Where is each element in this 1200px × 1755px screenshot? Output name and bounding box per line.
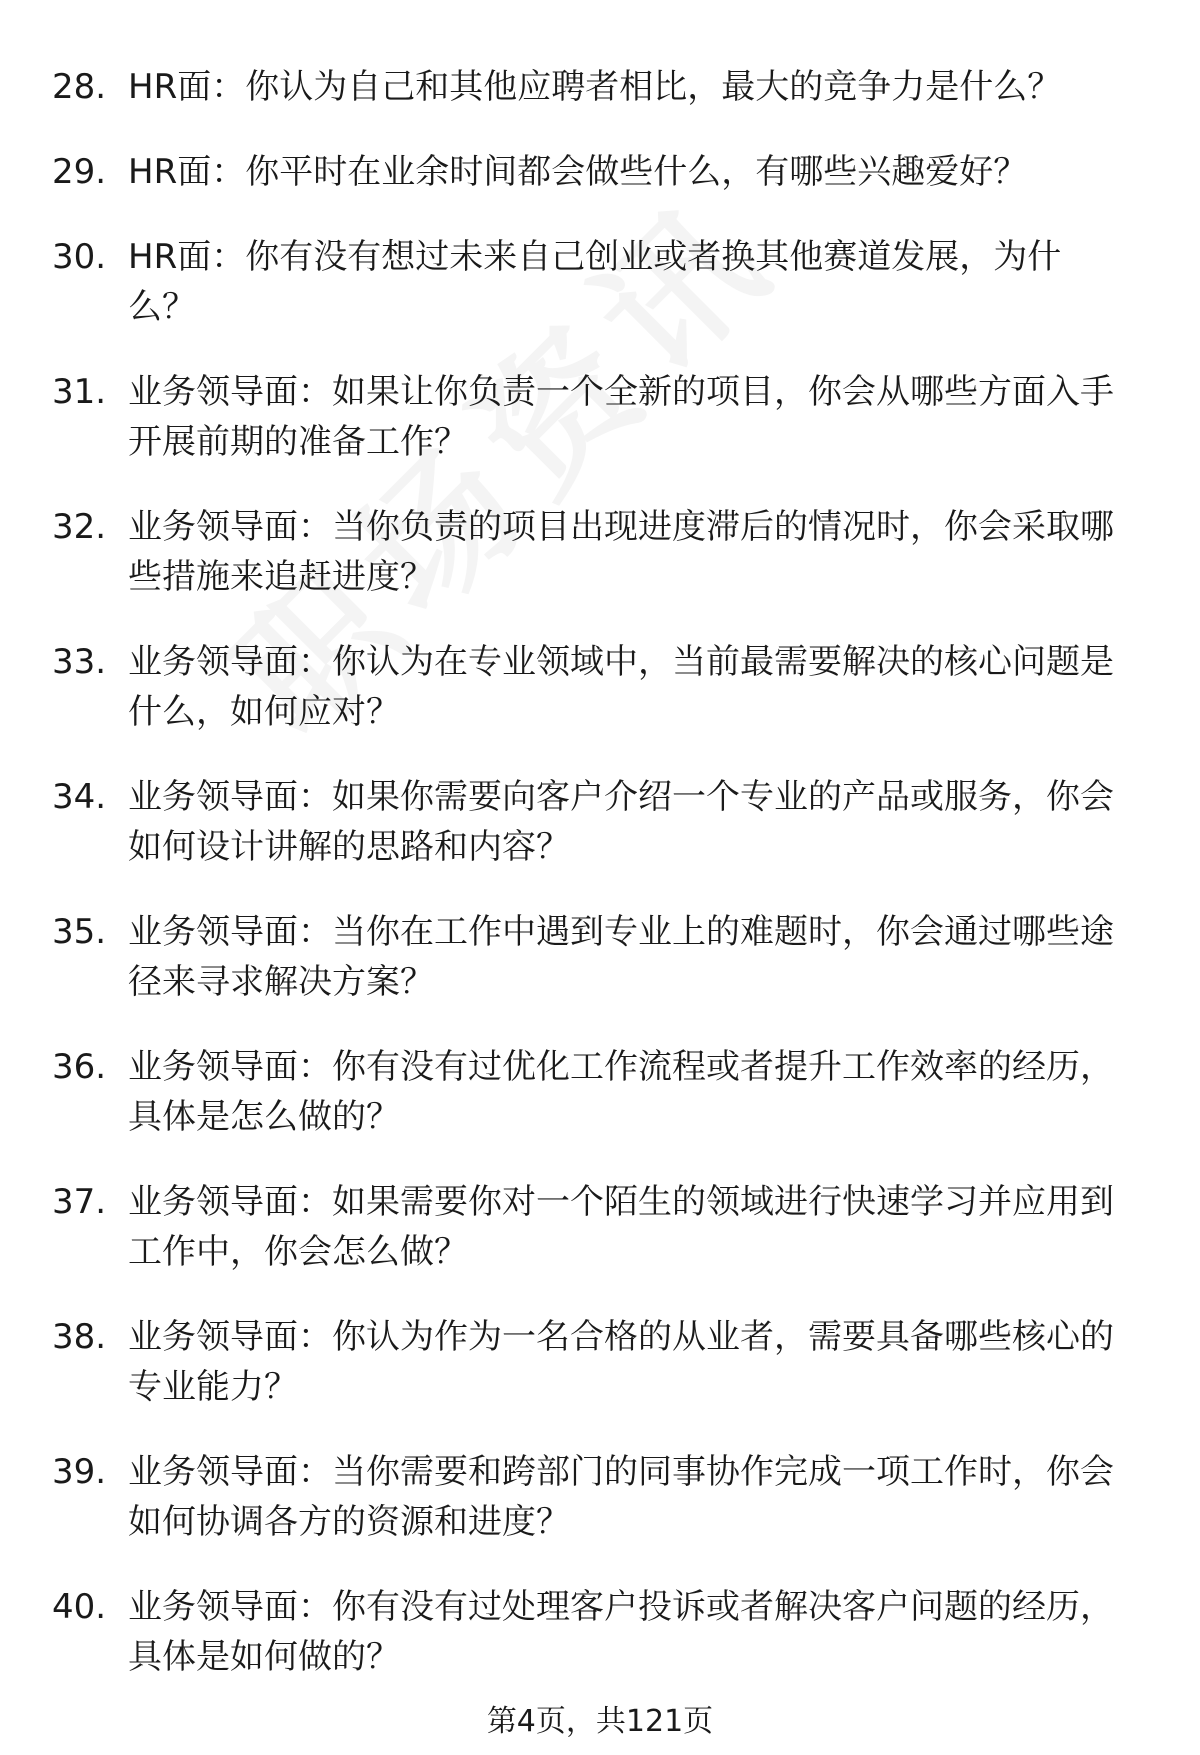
question-text: 业务领导面：如果需要你对一个陌生的领域进行快速学习并应用到工作中，你会怎么做？	[128, 1182, 1114, 1272]
question-text: HR面：你有没有想过未来自己创业或者换其他赛道发展，为什么？	[128, 237, 1062, 327]
question-item	[52, 1042, 1142, 1142]
question-text: HR面：你平时在业余时间都会做些什么，有哪些兴趣爱好？	[128, 152, 1028, 192]
question-item	[52, 1177, 1142, 1277]
question-item	[52, 502, 1142, 602]
question-list	[52, 62, 1142, 1717]
page-number-label: 第4页，共121页	[486, 1704, 714, 1739]
question-item	[52, 637, 1142, 737]
question-number: 39.	[52, 1452, 107, 1492]
question-item	[52, 1582, 1142, 1682]
question-text: 业务领导面：当你负责的项目出现进度滞后的情况时，你会采取哪些措施来追赶进度？	[128, 507, 1114, 597]
question-item	[52, 62, 1142, 112]
question-item	[52, 1312, 1142, 1412]
question-item	[52, 147, 1142, 197]
question-number: 40.	[52, 1587, 107, 1627]
question-text: 业务领导面：你有没有过处理客户投诉或者解决客户问题的经历，具体是如何做的？	[128, 1587, 1114, 1677]
question-item	[52, 907, 1142, 1007]
question-text: 业务领导面：你认为在专业领域中，当前最需要解决的核心问题是什么，如何应对？	[128, 642, 1114, 732]
question-text: 业务领导面：如果让你负责一个全新的项目，你会从哪些方面入手开展前期的准备工作？	[128, 372, 1114, 462]
question-text: 业务领导面：你认为作为一名合格的从业者，需要具备哪些核心的专业能力？	[128, 1317, 1114, 1407]
question-number: 37.	[52, 1182, 107, 1222]
question-number: 38.	[52, 1317, 107, 1357]
question-text: 业务领导面：当你在工作中遇到专业上的难题时，你会通过哪些途径来寻求解决方案？	[128, 912, 1114, 1002]
question-item	[52, 772, 1142, 872]
question-text: 业务领导面：你有没有过优化工作流程或者提升工作效率的经历，具体是怎么做的？	[128, 1047, 1114, 1137]
question-number: 34.	[52, 777, 107, 817]
question-number: 29.	[52, 152, 107, 192]
question-number: 30.	[52, 237, 107, 277]
question-text: HR面：你认为自己和其他应聘者相比，最大的竞争力是什么？	[128, 67, 1062, 107]
page-footer	[0, 1702, 1200, 1742]
question-number: 32.	[52, 507, 107, 547]
question-number: 31.	[52, 372, 107, 412]
question-text: 业务领导面：如果你需要向客户介绍一个专业的产品或服务，你会如何设计讲解的思路和内容？	[128, 777, 1114, 867]
question-number: 35.	[52, 912, 107, 952]
question-text: 业务领导面：当你需要和跨部门的同事协作完成一项工作时，你会如何协调各方的资源和进度？	[128, 1452, 1114, 1542]
question-number: 28.	[52, 67, 107, 107]
question-item	[52, 1447, 1142, 1547]
question-number: 36.	[52, 1047, 107, 1087]
question-item	[52, 367, 1142, 467]
question-item	[52, 232, 1142, 332]
question-number: 33.	[52, 642, 107, 682]
